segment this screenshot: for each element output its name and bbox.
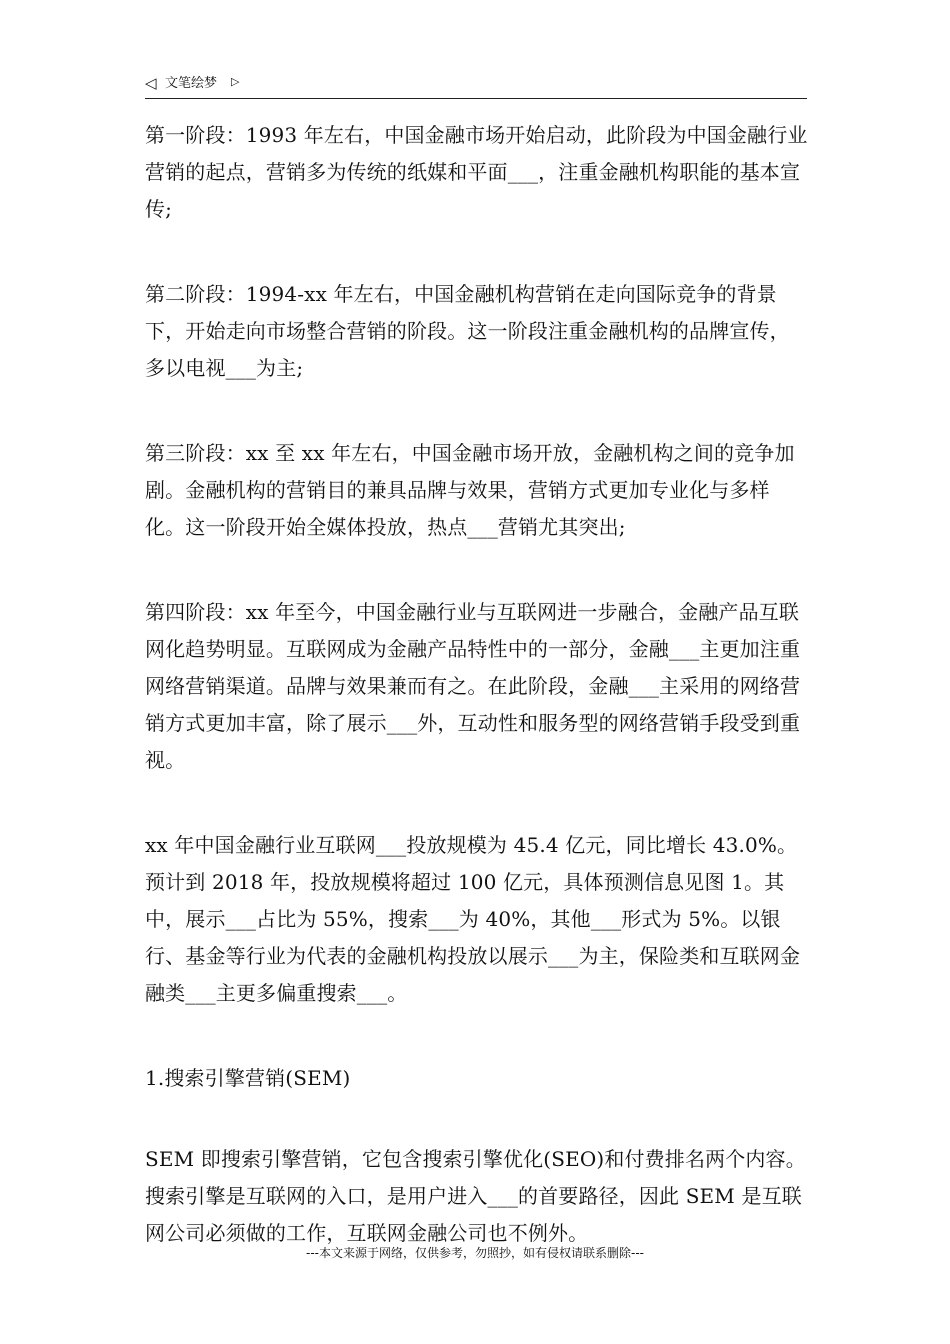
paragraph-stage-four: 第四阶段：xx 年至今，中国金融行业与互联网进一步融合，金融产品互联网化趋势明显。互联网成为金融产品特性中的一部分，金融___主更加注重网络营销渠道。品牌与效果兼而有之。在此阶段，金融___主采用的网络营销方式更加丰富，除了展示___外，互动性和服务型的网络营销手段受到重视。 — [145, 600, 801, 772]
header-title: 文笔绘梦 — [165, 76, 218, 91]
page-header — [145, 72, 807, 99]
right-triangle-icon: ▷ — [231, 75, 240, 88]
section-heading-sem: 1.搜索引擎营销(SEM) — [145, 1066, 351, 1090]
paragraph-stage-one: 第一阶段：1993 年左右，中国金融市场开始启动，此阶段为中国金融行业营销的起点，营销多为传统的纸媒和平面___，注重金融机构职能的基本宣传; — [145, 123, 808, 221]
paragraph-stage-three: 第三阶段：xx 至 xx 年左右，中国金融市场开放，金融机构之间的竞争加剧。金融机构的营销目的兼具品牌与效果，营销方式更加专业化与多样化。这一阶段开始全媒体投放，热点___营销尤其突出; — [145, 441, 795, 539]
paragraph-ad-scale: xx 年中国金融行业互联网___投放规模为 45.4 亿元，同比增长 43.0%。预计到 2018 年，投放规模将超过 100 亿元，具体预测信息见图 1。其中，展示___占比为 55%，搜索___为 40%，其他___形式为 5%。以银行、基金等行业为代表的金融机构投放以展示___为主，保险类和互联网金融类___主更多偏重搜索___。 — [145, 833, 801, 1005]
paragraph-stage-two: 第二阶段：1994-xx 年左右，中国金融机构营销在走向国际竞争的背景下，开始走向市场整合营销的阶段。这一阶段注重金融机构的品牌宣传，多以电视___为主; — [145, 282, 790, 380]
left-triangle-icon: ◁ — [145, 74, 157, 92]
paragraph-sem-intro: SEM 即搜索引擎营销，它包含搜索引擎优化(SEO)和付费排名两个内容。搜索引擎是互联网的入口，是用户进入___的首要路径，因此 SEM 是互联网公司必须做的工作，互联网金融公司也不例外。 — [145, 1147, 806, 1245]
page-footer-notice: ---本文来源于网络，仅供参考，勿照抄，如有侵权请联系删除--- — [306, 1246, 644, 1260]
document-body — [145, 117, 809, 1300]
